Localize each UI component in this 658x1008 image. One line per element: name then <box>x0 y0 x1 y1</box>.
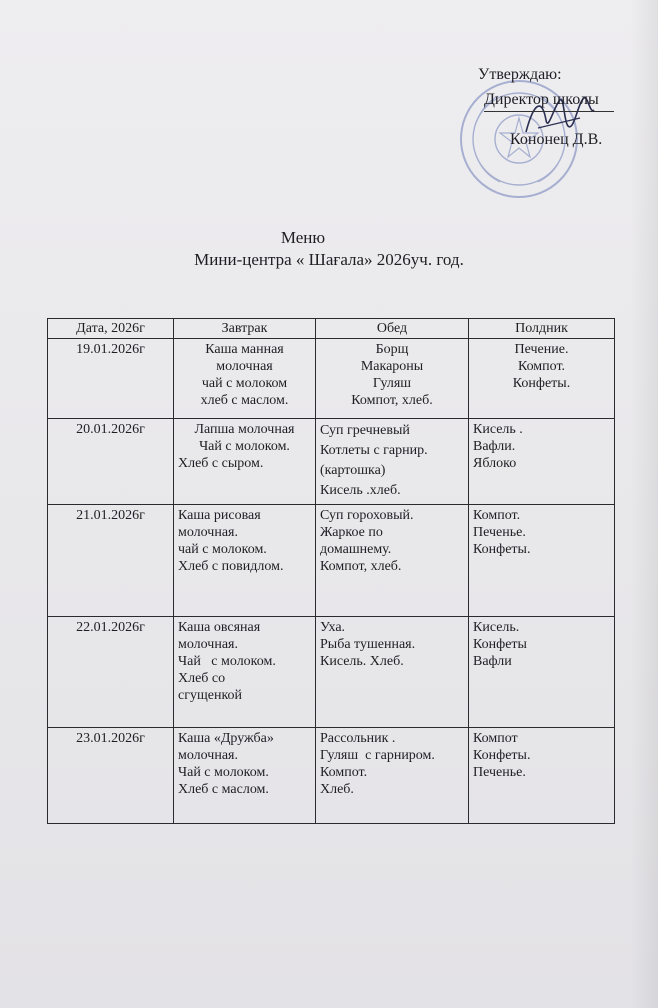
menu-item: Печенье. <box>473 525 526 540</box>
menu-item: Вафли <box>473 654 512 669</box>
menu-item: Вафли. <box>473 439 516 454</box>
snack-cell <box>469 339 615 419</box>
menu-item: молочная. <box>178 637 238 652</box>
lunch-cell <box>316 728 469 824</box>
menu-item: Каша «Дружба» <box>178 731 274 746</box>
header-date: Дата, 2026г <box>48 319 174 339</box>
menu-item: Хлеб со <box>178 671 226 686</box>
signature-line <box>484 111 614 112</box>
table-row <box>48 505 615 617</box>
lunch-cell <box>316 419 469 505</box>
approval-name: Кононец Д.В. <box>510 131 603 148</box>
menu-item: Гуляш с гарниром. <box>320 748 435 763</box>
menu-item: Кисель. Хлеб. <box>320 654 404 669</box>
menu-item: Компот. <box>473 508 521 523</box>
date-cell: 21.01.2026г <box>48 505 174 617</box>
menu-item: Лапша молочная <box>194 422 295 437</box>
menu-item: домашнему. <box>320 542 392 557</box>
menu-item: Компот. <box>517 359 566 374</box>
menu-item: Котлеты с гарнир. <box>320 443 428 458</box>
menu-item: Кисель .хлеб. <box>320 483 401 498</box>
menu-item: Компот. <box>320 765 368 780</box>
menu-item: Печенье. <box>473 765 526 780</box>
menu-item: Компот <box>473 731 518 746</box>
menu-item: Хлеб. <box>320 782 354 797</box>
breakfast-cell <box>174 339 316 419</box>
approval-position: Директор школы <box>484 91 599 108</box>
lunch-cell <box>316 617 469 728</box>
menu-item: Каша рисовая <box>178 508 261 523</box>
menu-item: Борщ <box>375 342 409 357</box>
menu-item: чай с молоком <box>201 376 288 391</box>
menu-item: Компот, хлеб. <box>351 393 433 408</box>
date-cell: 19.01.2026г <box>48 339 174 419</box>
menu-item: чай с молоком. <box>178 542 267 557</box>
menu-item: Каша овсяная <box>178 620 261 635</box>
menu-item: Жаркое по <box>320 525 383 540</box>
table-row <box>48 617 615 728</box>
menu-item: Хлеб с сыром. <box>178 456 264 471</box>
menu-item: Чай с молоком. <box>199 439 290 454</box>
menu-item: Макароны <box>360 359 424 374</box>
menu-item: Кисель . <box>473 422 523 437</box>
menu-item: Рассольник . <box>320 731 396 746</box>
date-cell: 23.01.2026г <box>48 728 174 824</box>
menu-item: Уха. <box>320 620 346 635</box>
menu-item: Конфеты. <box>473 542 531 557</box>
table-row <box>48 728 615 824</box>
menu-item: (картошка) <box>320 463 386 478</box>
menu-item: Конфеты. <box>473 748 531 763</box>
snack-cell <box>469 728 615 824</box>
snack-cell <box>469 617 615 728</box>
table-header-row <box>48 319 615 339</box>
menu-item: Компот, хлеб. <box>320 559 402 574</box>
menu-item: сгущенкой <box>178 688 243 703</box>
menu-item: Гуляш <box>372 376 412 391</box>
menu-item: Суп гречневый <box>320 423 410 438</box>
date-cell: 22.01.2026г <box>48 617 174 728</box>
menu-item: Чай с молоком. <box>178 654 276 669</box>
lunch-cell <box>316 339 469 419</box>
menu-item: Чай с молоком. <box>178 765 269 780</box>
menu-item: Кисель. <box>473 620 520 635</box>
document-subtitle: Мини-центра « Шағала» 2026уч. год. <box>194 250 464 269</box>
menu-item: Конфеты. <box>512 376 571 391</box>
menu-item: Хлеб с повидлом. <box>178 559 284 574</box>
menu-table <box>47 318 615 824</box>
menu-item: Печение. <box>514 342 569 357</box>
header-lunch: Обед <box>316 319 469 339</box>
menu-item: Конфеты <box>473 637 527 652</box>
snack-cell <box>469 505 615 617</box>
breakfast-cell <box>174 505 316 617</box>
menu-item: Хлеб с маслом. <box>178 782 269 797</box>
table-row <box>48 339 615 419</box>
breakfast-cell <box>174 617 316 728</box>
snack-cell <box>469 419 615 505</box>
menu-item: молочная <box>216 359 273 374</box>
date-cell: 20.01.2026г <box>48 419 174 505</box>
approval-label: Утверждаю: <box>478 66 562 83</box>
page-shadow <box>630 0 658 1008</box>
document-title: Меню <box>280 228 326 247</box>
menu-item: хлеб с маслом. <box>200 393 289 408</box>
lunch-cell <box>316 505 469 617</box>
menu-item: Яблоко <box>473 456 517 471</box>
menu-item: Суп гороховый. <box>320 508 414 523</box>
menu-item: Рыба тушенная. <box>320 637 416 652</box>
table-row <box>48 419 615 505</box>
menu-item: молочная. <box>178 748 238 763</box>
breakfast-cell <box>174 728 316 824</box>
header-snack: Полдник <box>469 319 615 339</box>
menu-item: Каша манная <box>205 342 284 357</box>
menu-item: молочная. <box>178 525 238 540</box>
header-breakfast: Завтрак <box>174 319 316 339</box>
breakfast-cell <box>174 419 316 505</box>
